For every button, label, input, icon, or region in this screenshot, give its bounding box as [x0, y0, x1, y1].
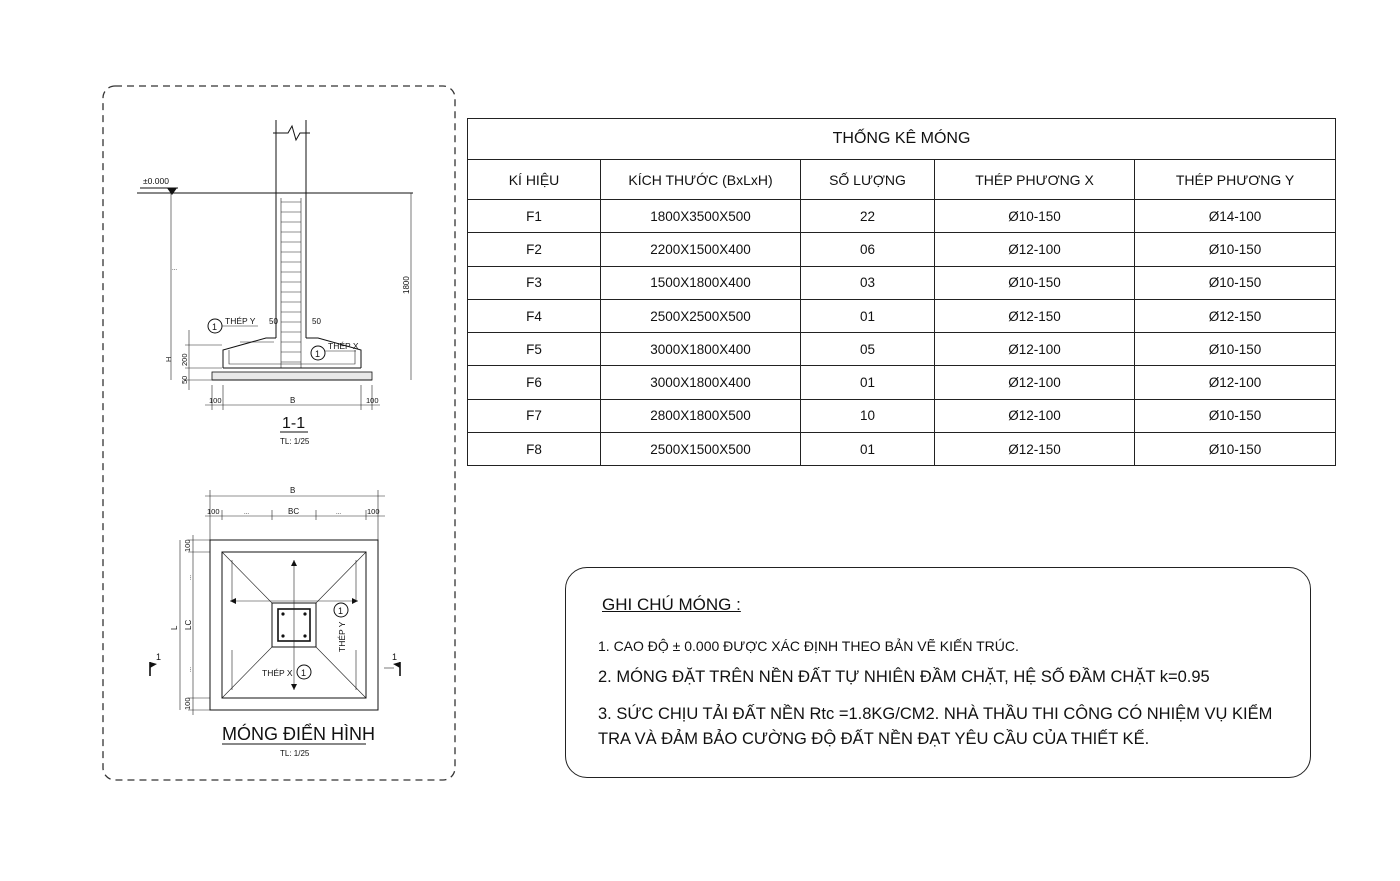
cell-thep-y: Ø12-100 [1135, 366, 1336, 399]
cell-thep-y: Ø14-100 [1135, 200, 1336, 233]
header-ki-hieu: KÍ HIỆU [468, 160, 601, 200]
cell-kich-thuoc: 2800X1800X500 [601, 399, 801, 432]
table-row [468, 366, 1336, 399]
dim-h: H [164, 356, 173, 362]
cell-so-luong: 22 [801, 200, 935, 233]
cell-thep-y: Ø10-150 [1135, 399, 1336, 432]
plan-marker-x: 1 [301, 668, 307, 678]
plan-dim-l: L [170, 625, 179, 630]
cell-ki-hieu: F7 [468, 399, 601, 432]
note-item: 3. SỨC CHỊU TẢI ĐẤT NỀN Rtc =1.8KG/CM2. NHÀ THẦU THI CÔNG CÓ NHIỆM VỤ KIỂM TRA VÀ ĐẢM BẢO CƯỜNG ĐỘ ĐẤT NỀN ĐẠT YÊU CẦU CỦA THIẾT KẾ. [598, 705, 1273, 748]
marker-y: 1 [212, 322, 218, 332]
dim-100-left: 100 [209, 396, 222, 405]
notes-title: GHI CHÚ MÓNG : [602, 595, 741, 614]
header-thep-x: THÉP PHƯƠNG X [935, 160, 1135, 200]
notes-box [565, 567, 1311, 778]
plan-view [150, 486, 400, 758]
plan-label-thep-y: THÉP Y [337, 621, 347, 652]
cell-ki-hieu: F2 [468, 233, 601, 266]
cell-thep-y: Ø10-150 [1135, 266, 1336, 299]
cell-ki-hieu: F1 [468, 200, 601, 233]
cell-ki-hieu: F3 [468, 266, 601, 299]
cell-thep-x: Ø10-150 [935, 266, 1135, 299]
cell-thep-y: Ø10-150 [1135, 233, 1336, 266]
cell-so-luong: 05 [801, 333, 935, 366]
dim-b: B [290, 396, 296, 405]
dim-50-right: 50 [312, 317, 321, 326]
table-row [468, 399, 1336, 432]
cell-thep-x: Ø12-100 [935, 233, 1135, 266]
plan-dim-bc: BC [288, 507, 300, 516]
cell-ki-hieu: F4 [468, 299, 601, 332]
plan-marker-y: 1 [338, 606, 344, 616]
dim-200: 200 [180, 353, 189, 366]
cell-so-luong: 03 [801, 266, 935, 299]
cell-ki-hieu: F6 [468, 366, 601, 399]
label-thep-x: THÉP X [328, 341, 359, 351]
foundation-stats-table [467, 118, 1336, 466]
plan-dim-b: B [290, 486, 296, 495]
cell-thep-y: Ø12-150 [1135, 299, 1336, 332]
table-row [468, 266, 1336, 299]
table-row [468, 333, 1336, 366]
cell-so-luong: 01 [801, 433, 935, 466]
header-so-luong: SỐ LƯỢNG [801, 160, 935, 200]
cell-thep-x: Ø12-150 [935, 299, 1135, 332]
table-title: THỐNG KÊ MÓNG [468, 119, 1336, 160]
dim-100-right: 100 [366, 396, 379, 405]
cell-kich-thuoc: 3000X1800X400 [601, 333, 801, 366]
cell-thep-x: Ø10-150 [935, 200, 1135, 233]
note-item: 1. CAO ĐỘ ± 0.000 ĐƯỢC XÁC ĐỊNH THEO BẢN VẼ KIẾN TRÚC. [598, 638, 1019, 654]
cell-kich-thuoc: 2200X1500X400 [601, 233, 801, 266]
cell-ki-hieu: F8 [468, 433, 601, 466]
plan-dim-dots-left: ... [244, 510, 250, 516]
plan-dim-100-top: 100 [183, 539, 192, 552]
plan-title: MÓNG ĐIỂN HÌNH [222, 724, 375, 744]
dim-50-bottom: 50 [180, 375, 189, 384]
cell-kich-thuoc: 1800X3500X500 [601, 200, 801, 233]
label-thep-y: THÉP Y [225, 316, 256, 326]
cell-kich-thuoc: 1500X1800X400 [601, 266, 801, 299]
cell-so-luong: 10 [801, 399, 935, 432]
table-row [468, 200, 1336, 233]
level-label: ±0.000 [143, 176, 169, 186]
plan-dim-dots-bottom: ... [187, 666, 193, 672]
plan-dim-100-right: 100 [367, 507, 380, 516]
cell-so-luong: 01 [801, 299, 935, 332]
cell-ki-hieu: F5 [468, 333, 601, 366]
section-scale: TL: 1/25 [280, 437, 310, 446]
cell-kich-thuoc: 2500X1500X500 [601, 433, 801, 466]
cell-thep-y: Ø10-150 [1135, 433, 1336, 466]
cell-thep-x: Ø12-100 [935, 333, 1135, 366]
cell-kich-thuoc: 2500X2500X500 [601, 299, 801, 332]
cell-thep-x: Ø12-100 [935, 366, 1135, 399]
section-mark-right: 1 [392, 652, 398, 662]
table-row [468, 233, 1336, 266]
plan-dim-100-left: 100 [207, 507, 220, 516]
cell-thep-x: Ø12-100 [935, 399, 1135, 432]
dim-height: 1800 [402, 276, 411, 294]
plan-scale: TL: 1/25 [280, 749, 310, 758]
cell-kich-thuoc: 3000X1800X400 [601, 366, 801, 399]
note-item: 2. MÓNG ĐẶT TRÊN NỀN ĐẤT TỰ NHIÊN ĐẦM CHẶT, HỆ SỐ ĐẦM CHẶT k=0.95 [598, 668, 1210, 686]
table-row [468, 433, 1336, 466]
plan-dim-lc: LC [184, 619, 193, 630]
svg-text:...: ... [172, 266, 178, 272]
cell-so-luong: 01 [801, 366, 935, 399]
plan-dim-100-bottom: 100 [183, 697, 192, 710]
header-thep-y: THÉP PHƯƠNG Y [1135, 160, 1336, 200]
table-header-row [468, 160, 1336, 200]
plan-dim-dots-right: ... [336, 510, 342, 516]
table-row [468, 299, 1336, 332]
section-title: 1-1 [282, 415, 306, 432]
section-view [137, 120, 413, 446]
section-mark-left: 1 [156, 652, 162, 662]
dim-50-left: 50 [269, 317, 278, 326]
cell-thep-x: Ø12-150 [935, 433, 1135, 466]
cell-thep-y: Ø10-150 [1135, 333, 1336, 366]
plan-label-thep-x: THÉP X [262, 668, 293, 678]
cell-so-luong: 06 [801, 233, 935, 266]
header-kich-thuoc: KÍCH THƯỚC (BxLxH) [601, 160, 801, 200]
plan-dim-dots-top: ... [187, 574, 193, 580]
marker-x: 1 [315, 349, 321, 359]
